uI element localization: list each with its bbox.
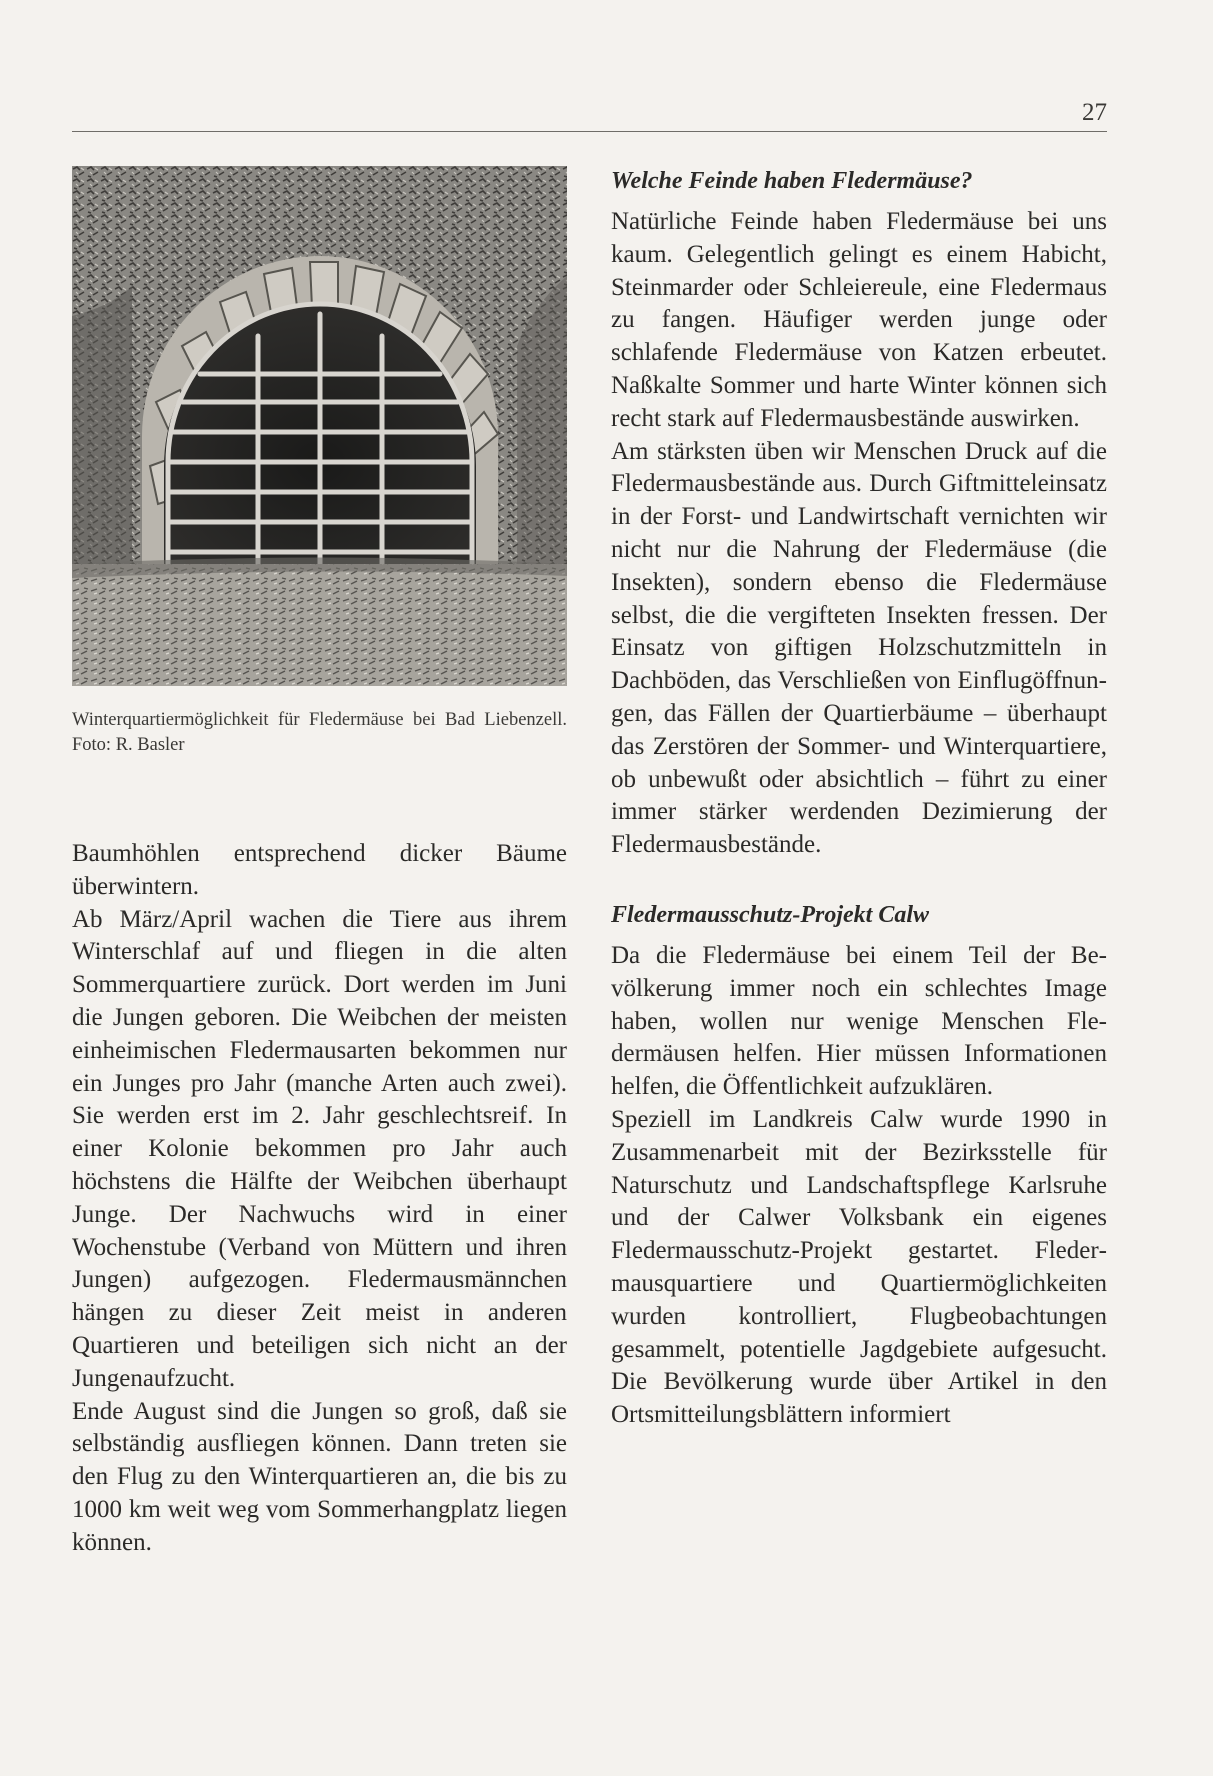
photo-tunnel-gate-icon — [72, 166, 567, 686]
section-heading-enemies: Welche Feinde haben Fledermäuse? — [611, 168, 973, 194]
section-project-calw-text — [611, 940, 1107, 1432]
section-enemies-text — [611, 206, 1107, 862]
paragraph: Da die Fledermäuse bei einem Teil der Bevölkerung immer noch ein schlechtes Image haben, wollen nur wenige Menschen Fledermäusen helfen. Hier müssen Informationen helfen, die Öffentlichkeit aufzuklären. — [611, 941, 1107, 1101]
paragraph: Baumhöhlen entsprechend dicker Bäume überwintern. — [72, 840, 567, 900]
paragraph: Am stärksten üben wir Menschen Druck auf die Fledermausbestände aus. Durch Giftmitteleinsatz in der Forst- und Landwirtschaft vernichten wir nicht nur die Nahrung der Fledermäuse (die Insekten), sondern ebenso die Fledermäuse selbst, die die vergifteten Insekten fressen. Der Einsatz von giftigen Holzschutzmitteln in Dachböden, das Verschließen von Einflugöffnungen, das Fällen der Quartierbäume – überhaupt das Zerstören der Sommer- und Winterquartiere, ob unbewußt oder absichtlich – führt zu einer immer stärker werdenden Dezimierung der Fledermausbestände. — [611, 437, 1107, 859]
right-column — [611, 166, 1107, 1432]
paragraph: Ab März/April wachen die Tiere aus ihrem Winterschlaf auf und fliegen in die alten Sommerquartiere zurück. Dort werden im Juni die Jungen geboren. Die Weibchen der meisten einheimischen Fledermausarten bekommen nur ein Junges pro Jahr (manche Arten auch zwei). Sie werden erst im 2. Jahr geschlechtsreif. In einer Kolonie bekommen pro Jahr auch höchstens die Hälfte der Weibchen überhaupt Junge. Der Nachwuchs wird in einer Wochenstube (Verband von Müttern und ihren Jungen) aufgezogen. Fledermausmännchen hängen zu dieser Zeit meist in anderen Quartieren und beteiligen sich nicht an der Jungenaufzucht. — [72, 905, 567, 1392]
left-column — [72, 166, 567, 1560]
left-body-text — [72, 838, 567, 1560]
header-rule — [72, 131, 1107, 132]
paragraph: Ende August sind die Jungen so groß, daß sie selbständig ausfliegen können. Dann treten sie den Flug zu den Winterquartieren an, die bis zu 1000 km weit weg vom Sommerhangplatz liegen können. — [72, 1397, 567, 1556]
paragraph: Speziell im Landkreis Calw wurde 1990 in Zusammenarbeit mit der Bezirksstelle für Naturschutz und Landschaftspflege Karlsruhe und der Calwer Volksbank ein eigenes Fledermausschutz-Projekt gestartet. Fledermausquartiere und Quartiermöglichkeiten wurden kontrolliert, Flugbeobachtungen gesammelt, potentielle Jagdgebiete aufgesucht. Die Bevölkerung wurde über Artikel in den Ortsmitteilungsblättern informiert — [611, 1105, 1107, 1429]
paragraph: Natürliche Feinde haben Fledermäuse bei uns kaum. Gelegentlich gelingt es einem Habicht, Steinmarder oder Schleiereule, eine Fledermaus zu fangen. Häufiger werden junge oder schlafende Fledermäuse von Katzen erbeutet. Naßkalte Sommer und harte Winter können sich recht stark auf Fledermausbestände auswirken. — [611, 208, 1107, 432]
figure-caption: Winterquartiermöglichkeit für Fledermäuse bei Bad Liebenzell. Foto: R. Basler — [72, 710, 567, 755]
page-number: 27 — [1082, 99, 1107, 126]
section-heading-project-calw: Fledermausschutz-Projekt Calw — [611, 901, 930, 928]
